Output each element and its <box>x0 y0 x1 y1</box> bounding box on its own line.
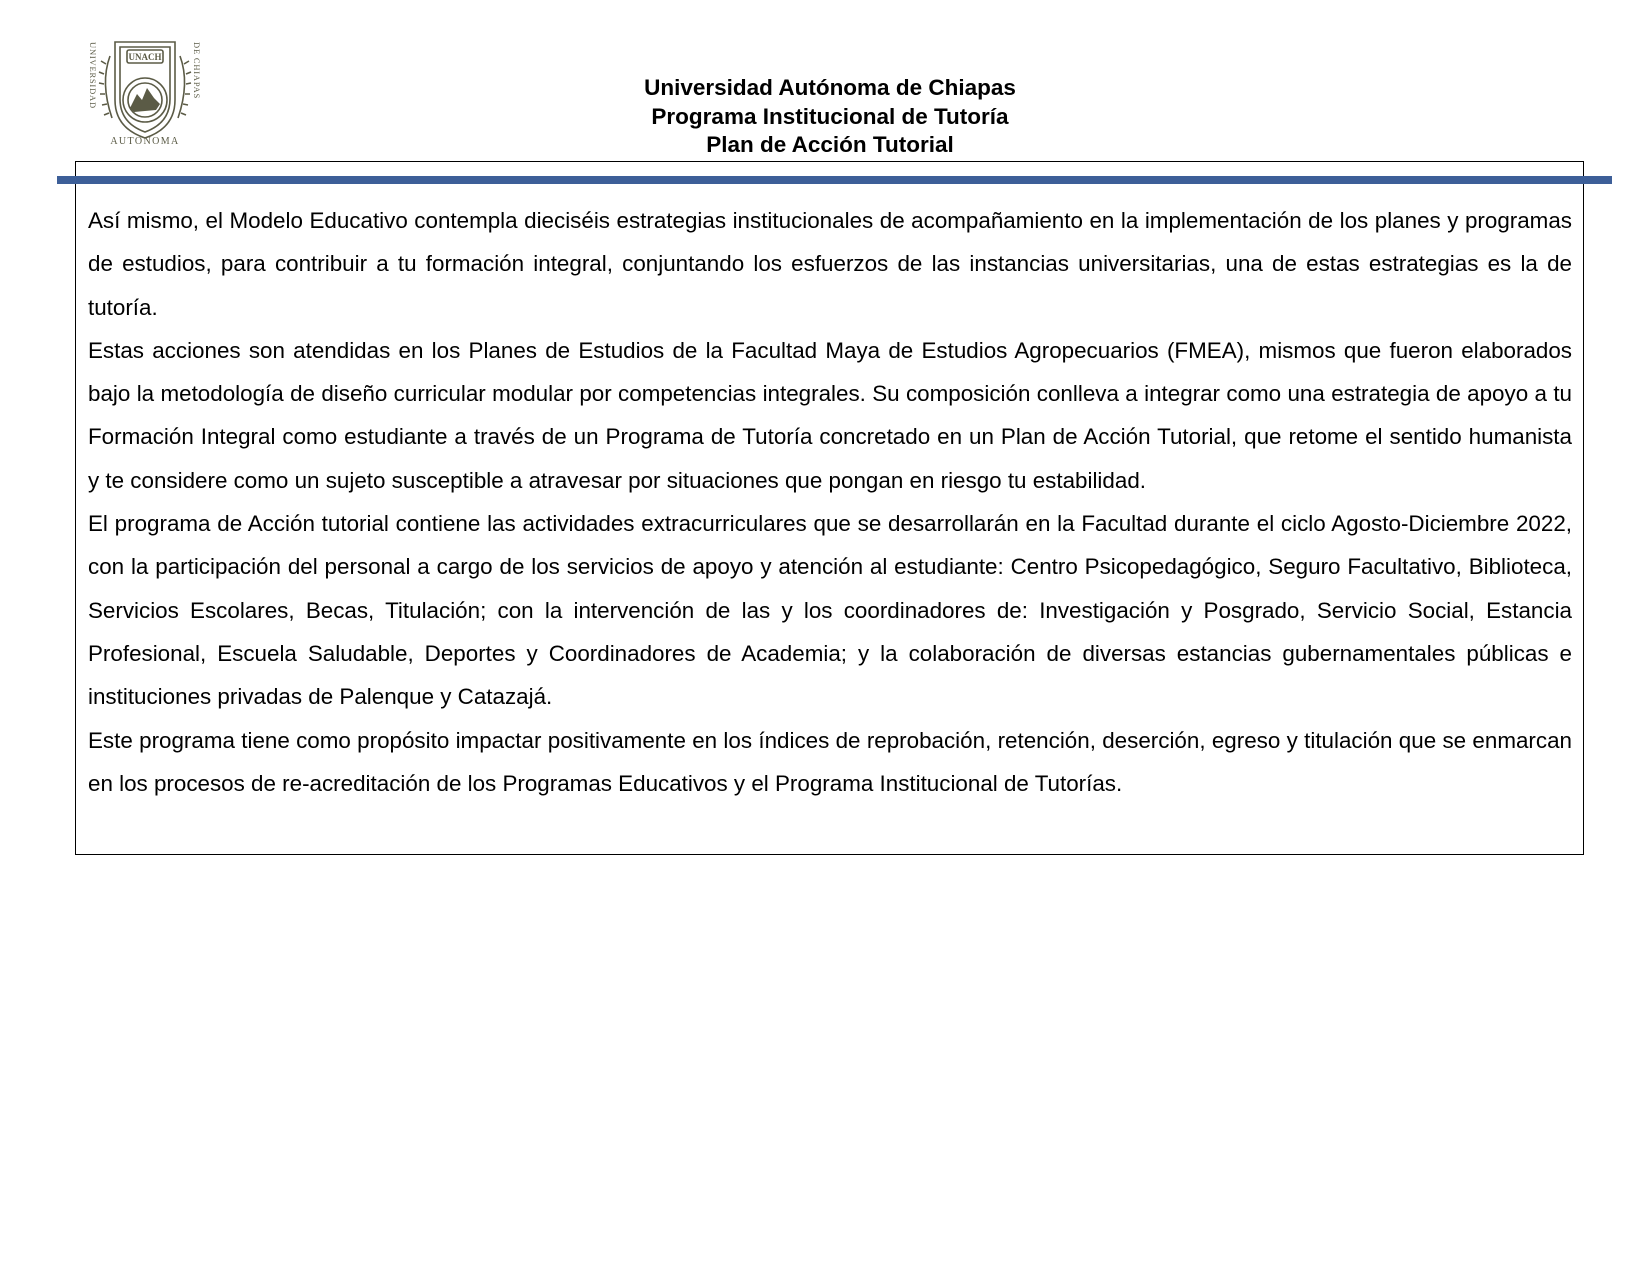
paragraph-2: Estas acciones son atendidas en los Planes de Estudios de la Facultad Maya de Estudios Agropecuarios (FMEA), mismos que fueron elaborados bajo la metodología de diseño curricular modular por competencias integrales. Su composición conlleva a integrar como una estrategia de apoyo a tu Formación Integral como estudiante a través de un Programa de Tutoría concretado en un Plan de Acción Tutorial, que retome el sentido humanista y te considere como un sujeto susceptible a atravesar por situaciones que pongan en riesgo tu estabilidad. <box>88 337 1572 493</box>
paragraph-3: El programa de Acción tutorial contiene las actividades extracurriculares que se desarrollarán en la Facultad durante el ciclo Agosto-Diciembre 2022, con la participación del personal a cargo de los servicios de apoyo y atención al estudiante: Centro Psicopedagógico, Seguro Facultativo, Biblioteca, Servicios Escolares, Becas, Titulación; con la intervención de las y los coordinadores de: Investigación y Posgrado, Servicio Social, Estancia Profesional, Escuela Saludable, Deportes y Coordinadores de Academia; y la colaboración de diversas estancias gubernamentales públicas e instituciones privadas de Palenque y Catazajá. <box>88 511 1572 710</box>
unach-logo <box>82 38 208 146</box>
university-name: Universidad Autónoma de Chiapas <box>644 75 1016 100</box>
document-body <box>88 199 1572 805</box>
logo-text-right: DE CHIAPAS <box>192 42 202 100</box>
logo-text-left: UNIVERSIDAD <box>88 42 98 109</box>
header-divider <box>57 176 1612 184</box>
logo-text-bottom: AUTONOMA <box>110 136 180 146</box>
logo-text-top: UNACH <box>128 52 162 62</box>
paragraph-4: Este programa tiene como propósito impactar positivamente en los índices de reprobación, retención, deserción, egreso y titulación que se enmarcan en los procesos de re-acreditación de los Programas Educativos y el Programa Institucional de Tutorías. <box>88 727 1572 796</box>
paragraph-1: Así mismo, el Modelo Educativo contempla dieciséis estrategias institucionales de acompañamiento en la implementación de los planes y programas de estudios, para contribuir a tu formación integral, conjuntando los esfuerzos de las instancias universitarias, una de estas estrategias es la de tutoría. <box>88 208 1572 320</box>
unach-seal-icon <box>82 38 208 146</box>
program-name: Programa Institucional de Tutoría <box>651 103 1009 129</box>
plan-name: Plan de Acción Tutorial <box>706 132 954 157</box>
header-title-block <box>430 74 1230 160</box>
